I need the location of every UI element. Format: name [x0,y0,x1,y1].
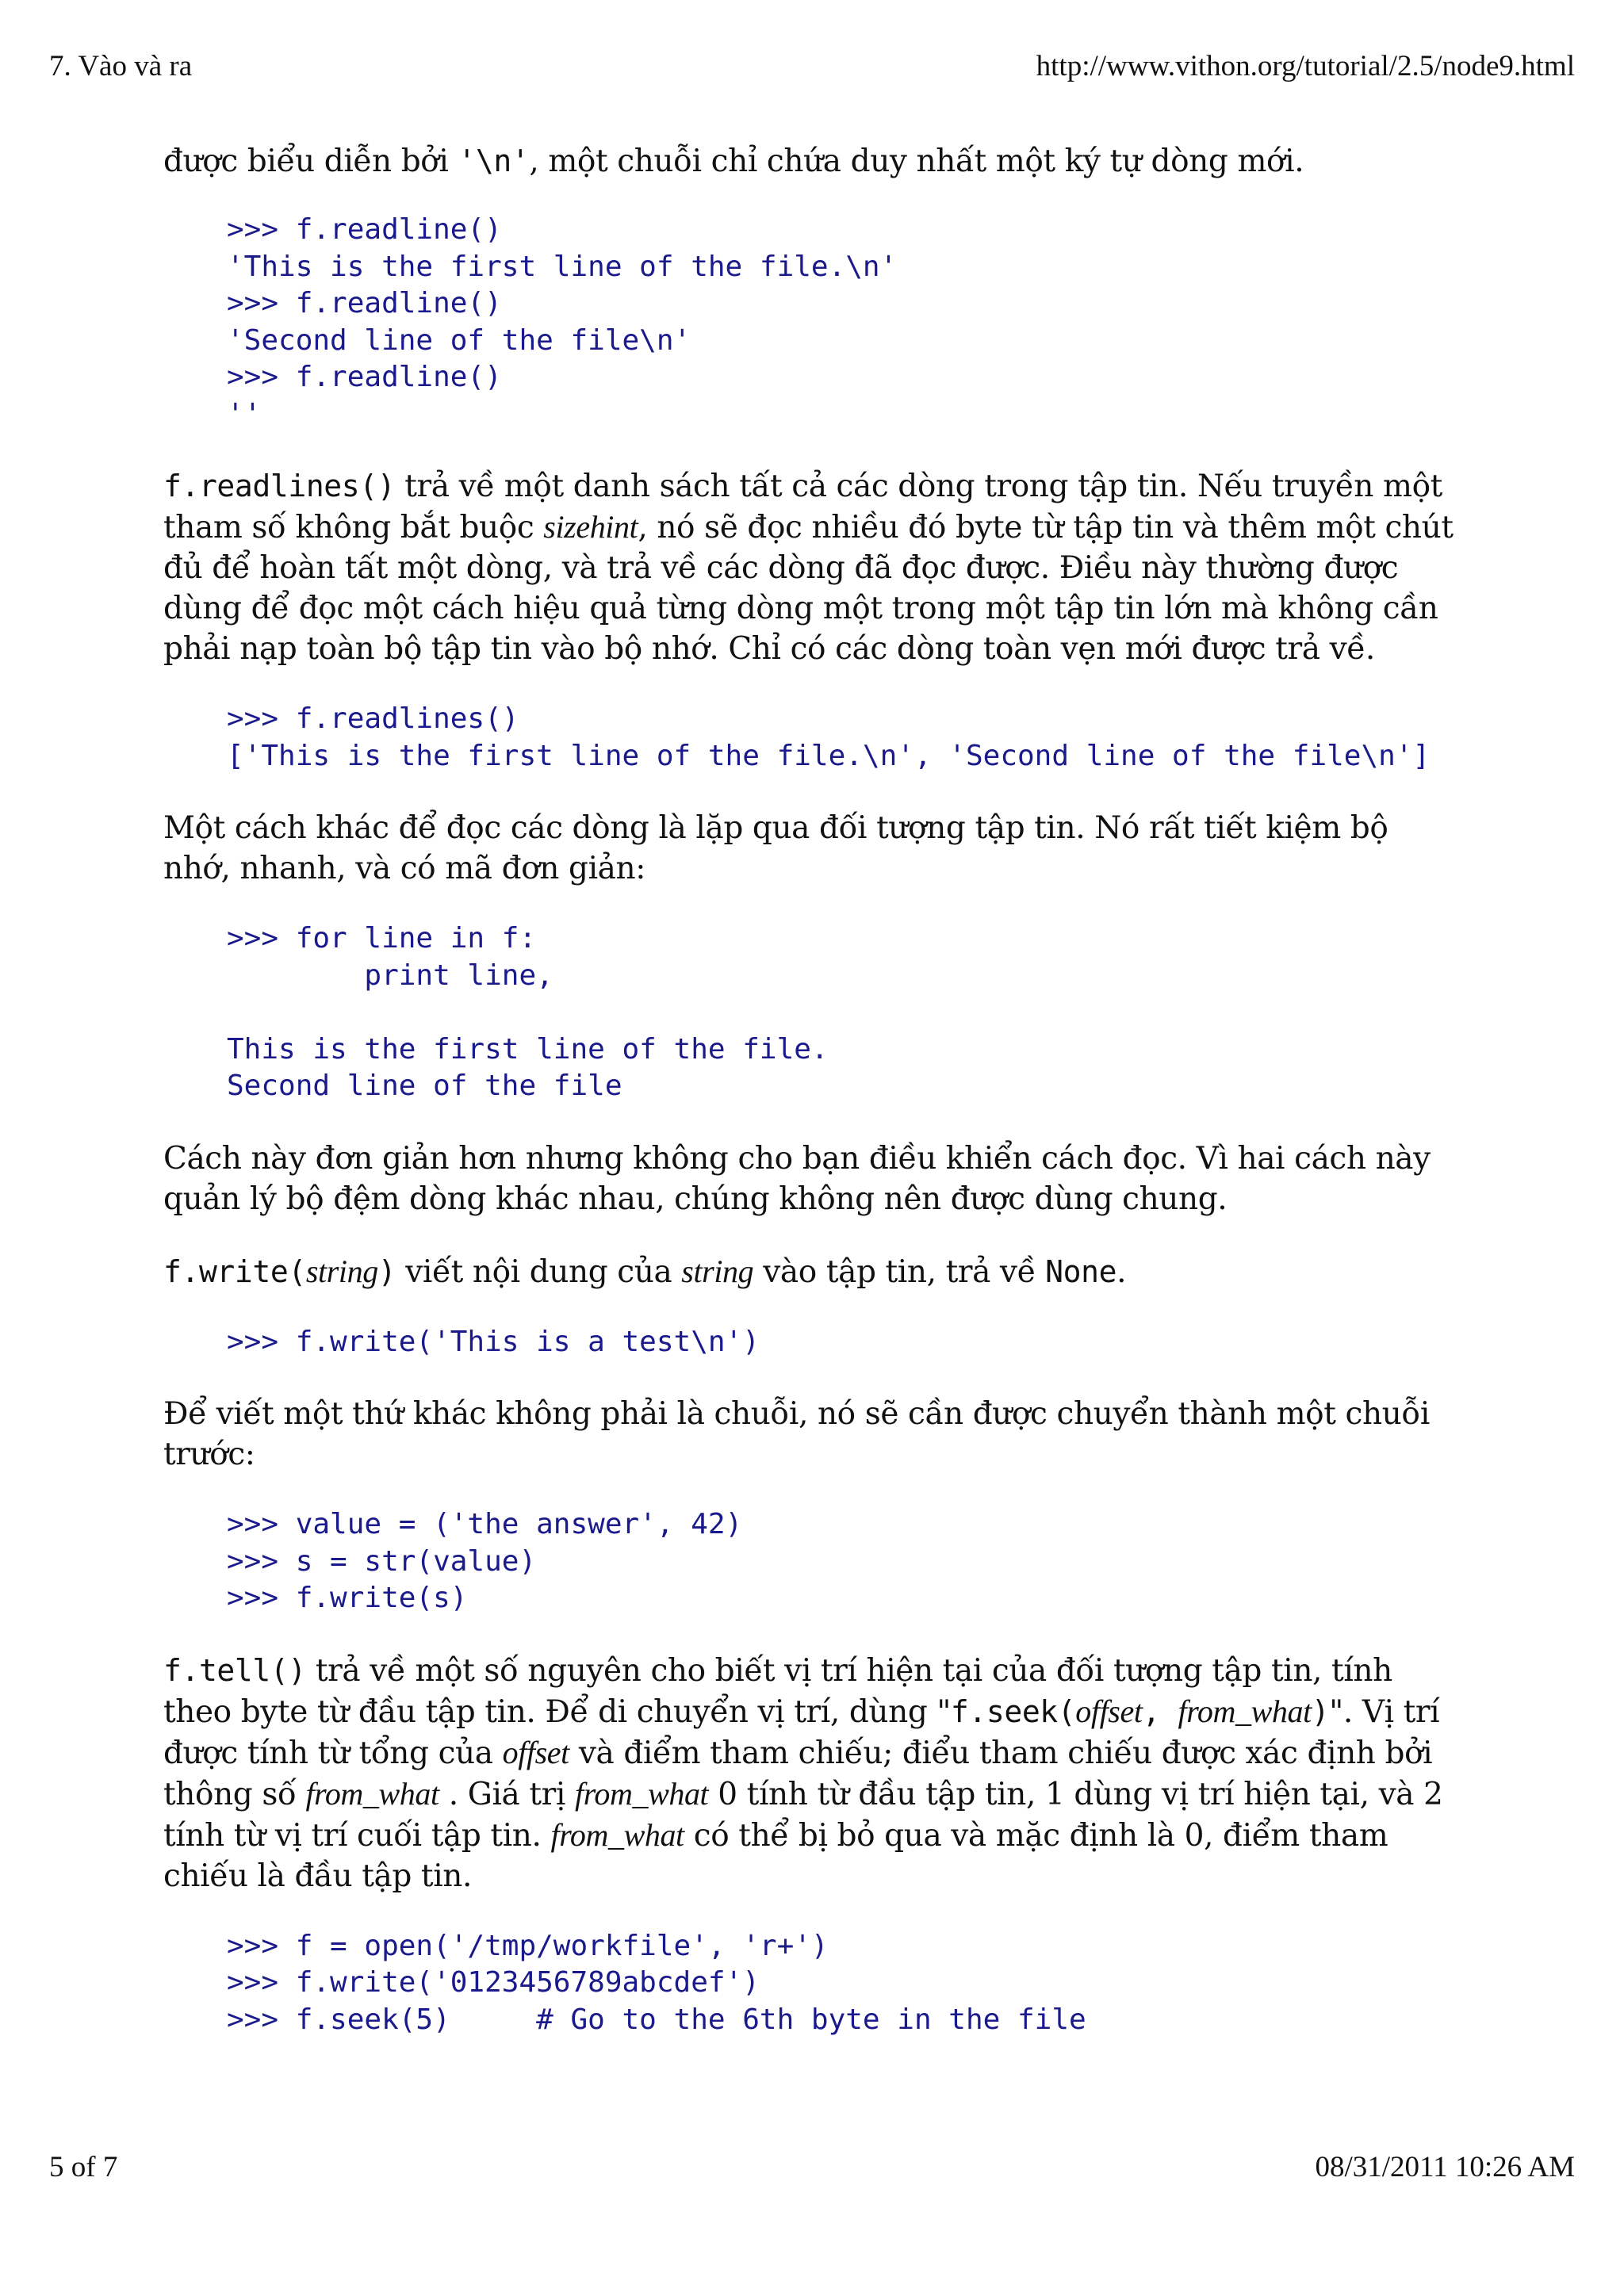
paragraph-tell-seek: f.tell() trả về một số nguyên cho biết vị trí hiện tại của đối tượng tập tin, tính theo byte từ đầu tập tin. Để di chuyển vị trí, dùng "f.seek(offset, from_what)". Vị trí được tính từ tổng của offset và điểm tham chiếu; điểu tham chiếu được xác định bởi thông số from_what . Giá trị from_what 0 tính từ đầu tập tin, 1 dùng vị trí hiện tại, và 2 tính từ vị trí cuối tập tin. from_what có thể bị bỏ qua và mặc định là 0, điểm tham chiếu là đầu tập tin. [163,1652,1443,1894]
code-line: print line, [227,959,553,992]
code-line: ['This is the first line of the file.\n', 'Second line of the file\n'] [227,739,1431,772]
code-line: >>> f.seek(5) # Go to the 6th byte in the file [227,2003,1086,2036]
inline-code: ) [377,1253,396,1289]
page-number: 5 of 7 [49,2151,118,2183]
code-block-write [163,1324,1464,1361]
variable-name: from_what [305,1775,439,1812]
variable-name: offset [1075,1693,1143,1729]
paragraph-readlines: f.readlines() trả về một danh sách tất cả các dòng trong tập tin. Nếu truyền một tham số không bắt buộc sizehint, nó sẽ đọc nhiều đó byte từ tập tin và thêm một chút đủ để hoàn tất một dòng, và trả về các dòng đã đọc được. Điều này thường được dùng để đọc một cách hiệu quả từng dòng một trong một tập tin lớn mà không cần phải nạp toàn bộ tập tin vào bộ nhớ. Chỉ có các dòng toàn vẹn mới được trả về. [163,469,1454,667]
code-block-seek [163,1928,1464,2039]
inline-code: f.tell() [163,1652,306,1688]
code-line: >>> f.readline() [227,287,502,320]
paragraph-iterate: Một cách khác để đọc các dòng là lặp qua đối tượng tập tin. Nó rất tiết kiệm bộ nhớ, nhanh, và có mã đơn giản: [163,810,1388,886]
paragraph-newline-note: được biểu diễn bởi '\n', một chuỗi chỉ chứa duy nhất một ký tự dòng mới. [163,144,1304,179]
inline-code: , [1142,1693,1178,1729]
code-line: >>> f = open('/tmp/workfile', 'r+') [227,1929,829,1962]
code-line [227,994,1464,1031]
code-block-for-loop [163,920,1464,1105]
variable-name: string [305,1253,378,1289]
code-line: >>> s = str(value) [227,1544,537,1578]
code-line: >>> f.readline() [227,361,502,393]
code-line: >>> f.readline() [227,213,502,246]
inline-code: None [1045,1253,1117,1289]
print-timestamp: 08/31/2011 10:26 AM [1315,2151,1575,2183]
code-block-readline [163,212,1464,433]
document-body [163,141,1464,2072]
inline-code: ) [1311,1693,1330,1729]
page-title: 7. Vào và ra [49,50,193,82]
paragraph-buffering: Cách này đơn giản hơn nhưng không cho bạn điều khiển cách đọc. Vì hai cách này quản lý bộ đệm dòng khác nhau, chúng không nên được dùng chung. [163,1140,1431,1217]
inline-code: f.write( [163,1253,306,1289]
paragraph-write: f.write(string) viết nội dung của string vào tập tin, trả về None. [163,1253,1127,1290]
code-line: >>> f.write('0123456789abcdef') [227,1966,760,1999]
code-line: >>> value = ('the answer', 42) [227,1508,743,1540]
print-header [49,49,1575,83]
code-line: Second line of the file [227,1070,622,1102]
paragraph-convert-string: Để viết một thứ khác không phải là chuỗi, nó sẽ cần được chuyển thành một chuỗi trước: [163,1396,1430,1472]
code-line: This is the first line of the file. [227,1032,829,1066]
page-url: http://www.vithon.org/tutorial/2.5/node9.html [1036,50,1575,82]
inline-code: f.seek( [950,1693,1076,1729]
code-line: 'Second line of the file\n' [227,323,691,357]
variable-name: string [681,1253,754,1289]
inline-code: f.readlines() [163,469,396,503]
inline-code: '\n' [458,144,530,178]
variable-name: from_what [550,1816,684,1853]
code-line: >>> f.write('This is a test\n') [227,1325,760,1358]
code-block-str-value [163,1506,1464,1617]
code-block-readlines [163,701,1464,775]
code-line: >>> for line in f: [227,922,537,955]
code-line: 'This is the first line of the file.\n' [227,250,898,283]
variable-name: from_what [1178,1693,1312,1729]
variable-name: sizehint [543,509,638,545]
variable-name: offset [502,1734,569,1770]
code-line: >>> f.readlines() [227,702,519,735]
code-line: >>> f.write(s) [227,1582,468,1614]
print-footer [49,2150,1575,2184]
variable-name: from_what [574,1775,709,1812]
code-line: '' [227,397,262,430]
